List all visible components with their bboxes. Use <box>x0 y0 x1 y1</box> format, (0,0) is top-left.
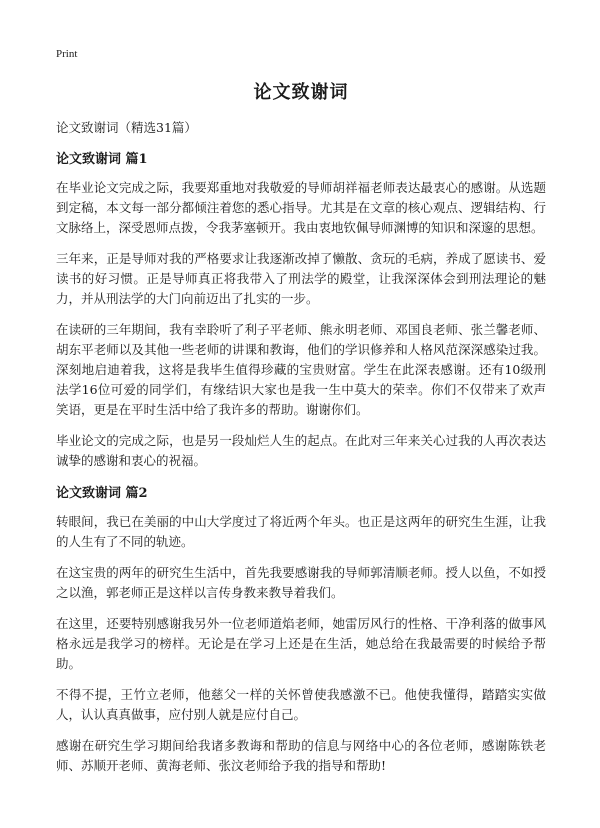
section-2 <box>56 482 546 776</box>
paragraph: 转眼间，我已在美丽的中山大学度过了将近两个年头。也正是这两年的研究生生涯，让我的人生有了不同的轨迹。 <box>56 514 546 549</box>
section-heading: 论文致谢词 篇1 <box>56 152 148 167</box>
print-link[interactable]: Print <box>56 48 78 60</box>
section-1 <box>56 148 546 471</box>
paragraph: 在这里，还要特别感谢我另外一位老师道焰老师，她雷厉风行的性格、干净利落的做事风格永远是我学习的榜样。无论是在学习上还是在生活，她总给在我最需要的时候给予帮助。 <box>56 616 546 671</box>
section-heading: 论文致谢词 篇2 <box>56 486 148 501</box>
paragraph: 三年来，正是导师对我的严格要求让我逐渐改掉了懒散、贪玩的毛病，养成了愿读书、爱读书的好习惯。正是导师真正将我带入了刑法学的殿堂，让我深深体会到刑法理论的魅力，并从刑法学的大门向前迈出了扎实的一步。 <box>56 251 546 306</box>
paragraph: 在读研的三年期间，我有幸聆听了利子平老师、熊永明老师、邓国良老师、张兰馨老师、胡东平老师以及其他一些老师的讲课和教诲，他们的学识修养和人格风范深深感染过我。深刻地启迪着我，这将是我毕生值得珍藏的宝贵财富。学生在此深表感谢。还有10级刑法学16位可爱的同学们，有缘结识大家也是我一生中莫大的荣幸。你们不仅带来了欢声笑语，更是在平时生活中给了我许多的帮助。谢谢你们。 <box>56 322 546 417</box>
document-subtitle: 论文致谢词（精选31篇） <box>56 120 197 135</box>
paragraph: 感谢在研究生学习期间给我诸多教诲和帮助的信息与网络中心的各位老师，感谢陈铁老师、苏顺开老师、黄海老师、张汶老师给予我的指导和帮助! <box>56 738 546 773</box>
paragraph: 不得不提，王竹立老师，他慈父一样的关怀曾使我感激不已。他使我懂得，踏踏实实做人，认认真真做事，应付别人就是应付自己。 <box>56 687 546 722</box>
paragraph: 在毕业论文完成之际，我要郑重地对我敬爱的导师胡祥福老师表达最衷心的感谢。从选题到定稿，本文每一部分都倾注着您的悉心指导。尤其是在文章的核心观点、逻辑结构、行文脉络上，深受恩师点拨，令我茅塞顿开。我由衷地钦佩导师渊博的知识和深邃的思想。 <box>56 180 546 235</box>
page-title: 论文致谢词 <box>253 82 349 103</box>
document-body <box>56 72 546 787</box>
paragraph: 在这宝贵的两年的研究生生活中，首先我要感谢我的导师郭清顺老师。授人以鱼，不如授之以渔，郭老师正是这样以言传身教来教导着我们。 <box>56 565 546 600</box>
paragraph: 毕业论文的完成之际，也是另一段灿烂人生的起点。在此对三年来关心过我的人再次表达诚挚的感谢和衷心的祝福。 <box>56 433 546 468</box>
